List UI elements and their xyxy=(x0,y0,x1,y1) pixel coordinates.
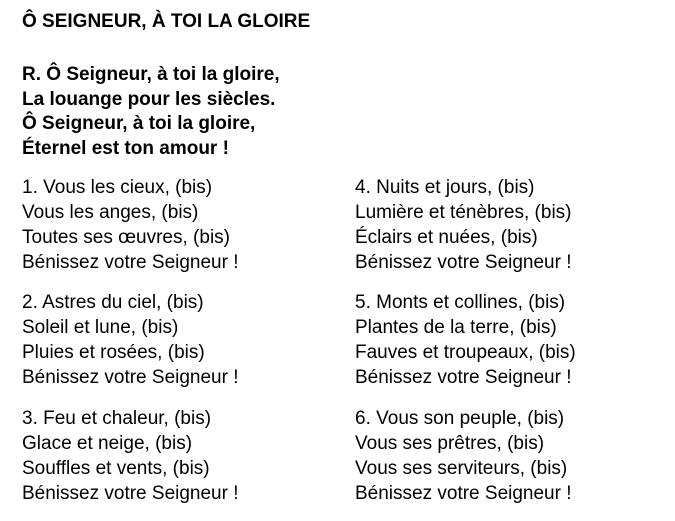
refrain-line: La louange pour les siècles. xyxy=(22,88,276,110)
stanza-line: Bénissez votre Seigneur ! xyxy=(355,483,572,504)
refrain-line: R. Ô Seigneur, à toi la gloire, xyxy=(22,64,280,85)
stanza-line: Souffles et vents, (bis) xyxy=(22,458,210,479)
stanza-line: 4. Nuits et jours, (bis) xyxy=(355,177,535,198)
stanza-line: Vous les anges, (bis) xyxy=(22,202,199,223)
stanza-line: 2. Astres du ciel, (bis) xyxy=(22,292,204,313)
refrain-line: Ô Seigneur, à toi la gloire, xyxy=(22,113,256,134)
stanza-line: 5. Monts et collines, (bis) xyxy=(355,292,566,313)
refrain xyxy=(22,63,280,161)
stanza-line: Vous ses serviteurs, (bis) xyxy=(355,458,568,479)
stanza-4 xyxy=(355,175,572,275)
stanza-line: 1. Vous les cieux, (bis) xyxy=(22,177,213,198)
stanza-1 xyxy=(22,175,239,275)
stanza-line: Bénissez votre Seigneur ! xyxy=(22,483,239,504)
stanza-5 xyxy=(355,290,576,390)
stanza-line: Éclairs et nuées, (bis) xyxy=(355,227,538,248)
stanza-line: Lumière et ténèbres, (bis) xyxy=(355,202,572,223)
stanza-line: Soleil et lune, (bis) xyxy=(22,317,179,338)
stanza-line: Toutes ses œuvres, (bis) xyxy=(22,227,230,248)
stanza-line: 6. Vous son peuple, (bis) xyxy=(355,408,565,429)
stanza-2 xyxy=(22,290,239,390)
stanza-line: Bénissez votre Seigneur ! xyxy=(355,252,572,273)
stanza-line: Vous ses prêtres, (bis) xyxy=(355,433,545,454)
stanza-line: Bénissez votre Seigneur ! xyxy=(22,252,239,273)
refrain-line: Éternel est ton amour ! xyxy=(22,137,229,159)
stanza-line: Glace et neige, (bis) xyxy=(22,433,193,454)
song-title: Ô SEIGNEUR, À TOI LA GLOIRE xyxy=(22,11,311,32)
stanza-line: 3. Feu et chaleur, (bis) xyxy=(22,408,212,429)
stanza-line: Bénissez votre Seigneur ! xyxy=(355,367,572,388)
stanza-line: Bénissez votre Seigneur ! xyxy=(22,367,239,388)
stanza-6 xyxy=(355,406,572,506)
stanza-line: Fauves et troupeaux, (bis) xyxy=(355,342,576,363)
stanza-line: Pluies et rosées, (bis) xyxy=(22,342,205,363)
stanza-3 xyxy=(22,406,239,506)
stanza-line: Plantes de la terre, (bis) xyxy=(355,317,557,338)
